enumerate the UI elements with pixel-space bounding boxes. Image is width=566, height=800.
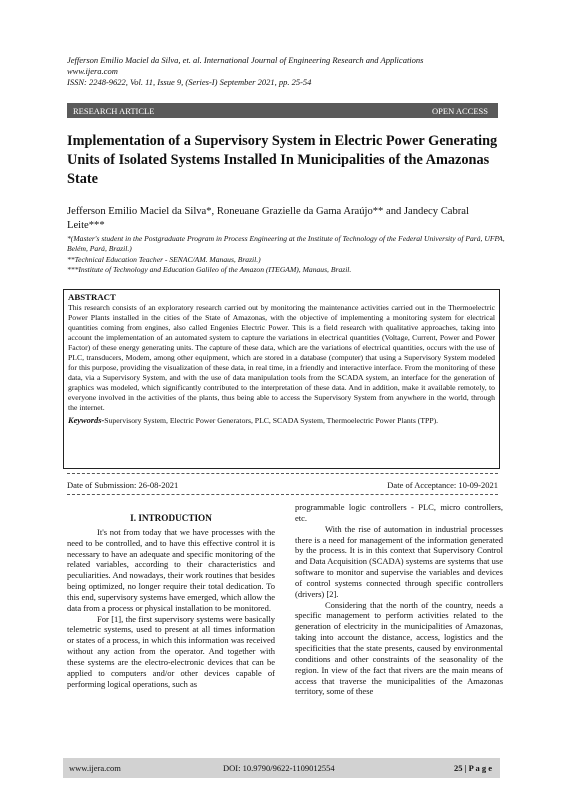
left-column (67, 502, 275, 690)
author-list: Jefferson Emilio Maciel da Silva*, Roneuane Grazielle da Gama Araújo** and Jandecy Cabral Leite*** (67, 206, 469, 231)
paragraph: It's not from today that we have processes with the need to be controlled, and to have this effective control it is necessary to have an adequate and specific monitoring of the related variables, according to their characteristics and peculiarities. And nowadays, their work routines that besides being optimized, no longer require their total dedication. To this end, supervisory systems have emerged, which allow the data from a process or physical installation to be monitored. (67, 526, 275, 613)
page-footer (63, 758, 500, 778)
journal-website-link[interactable]: www.ijera.com (67, 66, 118, 76)
right-column (295, 502, 503, 697)
dates-row (67, 480, 498, 490)
keywords-label: Keywords- (68, 415, 105, 425)
article-type-label: RESEARCH ARTICLE (73, 106, 155, 116)
footer-website-link[interactable]: www.ijera.com (69, 763, 121, 773)
article-type-bar (67, 103, 498, 118)
affiliation-1: *(Master's student in the Postgraduate Program in Process Engineering at the Institute of Technology of the Federal University of Pará, UFPA, Belém, Pará, Brazil.) (67, 234, 505, 254)
page-number: 25 | P a g e (454, 763, 492, 773)
affiliation-2: **Technical Education Teacher - SENAC/AM. Manaus, Brazil.) (67, 254, 261, 264)
affiliation-3: ***Institute of Technology and Education Galileo of the Amazon (ITEGAM), Manaus, Brazil. (67, 264, 352, 274)
acceptance-date: Date of Acceptance: 10-09-2021 (387, 480, 498, 490)
abstract-box (63, 289, 500, 469)
journal-header (67, 55, 507, 88)
open-access-label: OPEN ACCESS (432, 106, 488, 116)
paper-title: Implementation of a Supervisory System in Electric Power Generating Units of Isolated Systems Installed In Municipalities of the Amazonas State (67, 133, 498, 187)
footer-doi: DOI: 10.9790/9622-1109012554 (223, 763, 335, 773)
paragraph: Considering that the north of the country, needs a specific management to perform activities related to the generation of electricity in the municipalities of Amazonas, taking into account the distance, access, logistics and the specificities that the state presents, caused by environmental conditions and other constraints of the seasonality of the region. In view of the fact that rivers are the main means of access that traverse the municipalities of the Amazonas territory, some of these (295, 599, 503, 697)
abstract-heading: ABSTRACT (68, 292, 116, 302)
journal-citation: Jefferson Emilio Maciel da Silva, et. al. International Journal of Engineering Research and Applications (67, 55, 424, 65)
dashed-divider-bottom (67, 494, 498, 495)
dashed-divider-top (67, 473, 498, 474)
submission-date: Date of Submission: 26-08-2021 (67, 480, 179, 490)
section-heading-introduction: I. INTRODUCTION (130, 513, 212, 523)
journal-issn: ISSN: 2248-9622, Vol. 11, Issue 9, (Series-I) September 2021, pp. 25-54 (67, 77, 312, 87)
keywords-text: Supervisory System, Electric Power Generators, PLC, SCADA System, Thermoelectric Power Plants (TPP). (104, 415, 439, 425)
keywords (68, 416, 495, 426)
affiliations (67, 234, 507, 275)
paragraph: With the rise of automation in industrial processes there is a need for management of the information generated by the process. It is in this context that Supervisory Control and Data Acquisition (SCADA) systems are systems that use software to monitor and supervise the variables and devices of control systems connected through specific controllers (drivers) [2]. (295, 523, 503, 599)
abstract-text: This research consists of an exploratory research carried out by monitoring the maintenance activities carried out in the Thermoelectric Power Plants installed in the cities of the State of Amazonas, with the objective of implementing a monitoring system for electrical quantities coming from engines, also called Engenies Electric Power. This is a field research with qualitative approaches, taking into account the implementation of an automated system to capture the variations in electrical quantities (Voltage, Current, Power and Power Factor) of these energy generating units. The capture of these data, which are the variations of electrical quantities, occurs with the use of PLC, transducers, Modem, among other equipment, which are stored in a database (computer) that using a Supervisory System modeled for this purpose, providing the visualization of these data, in real time, in a friendly and interactive interface. From the monitoring of these data, via a Supervisory System, and with the use of data manipulation tools from the SCADA system, an interface for the generation of graphics was modeled, which significantly contributed to the interpretation of these data. And in addition, make it available remotely, to everyone involved in the activities of the plants, thus being able to access the Supervisory System from anywhere in the world, through the internet. (68, 303, 495, 413)
paragraph: For [1], the first supervisory systems were basically telemetric systems, used to present at all times information or states of a process, in which this information was received without any action from the operator. And together with these systems are the electro-electronic devices that can be applied to computers and/or other devices capable of performing logical operations, such as (67, 613, 275, 689)
paragraph-continued: programmable logic controllers - PLC, micro controllers, etc. (295, 502, 503, 523)
